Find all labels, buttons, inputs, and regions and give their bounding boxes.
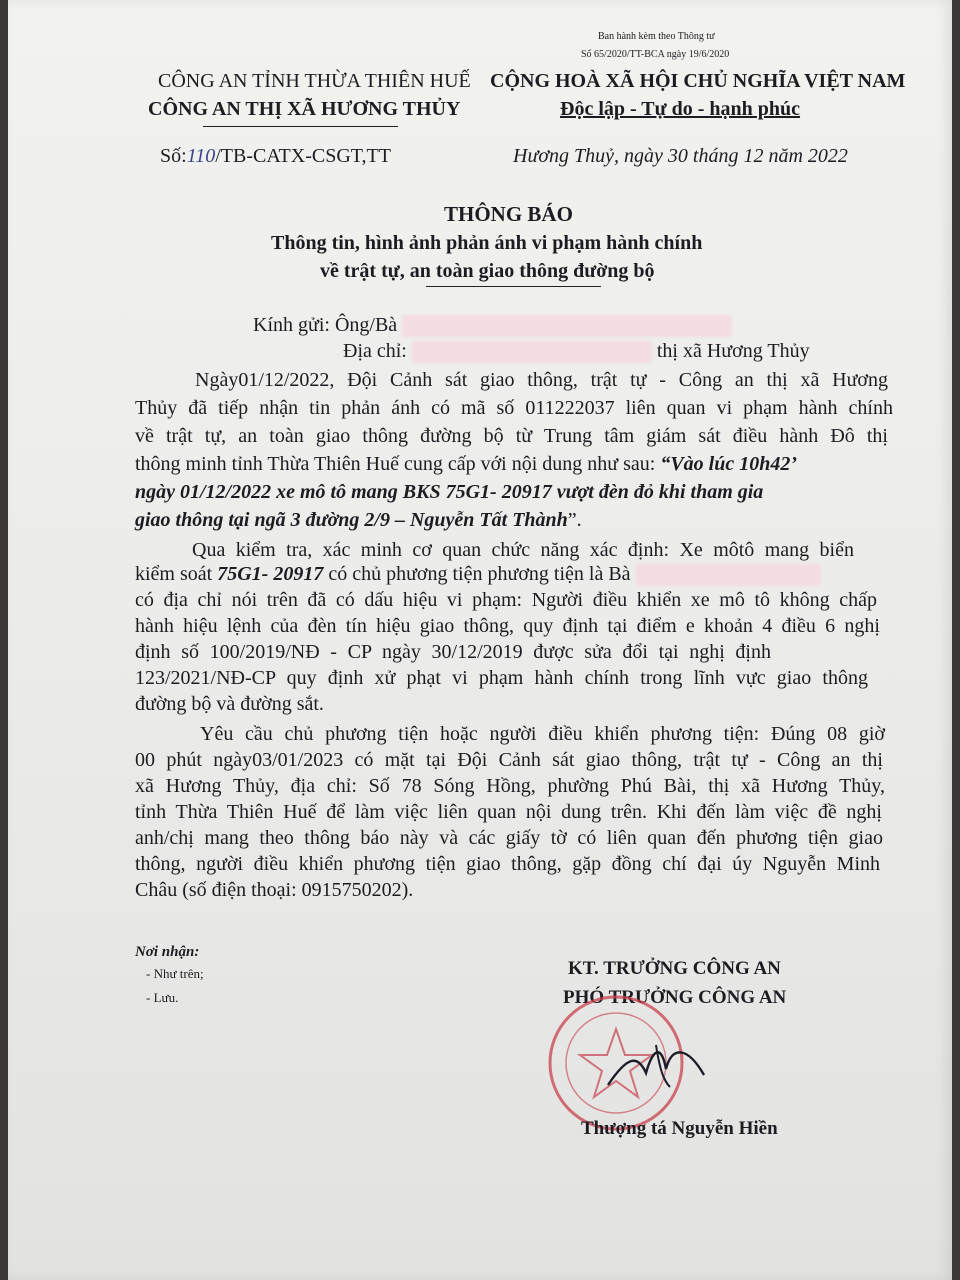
para3-line-5: anh/chị mang theo thông báo này và các giấy tờ có liên quan đến phương tiện giao — [135, 827, 883, 849]
para3-line-1: Yêu cầu chủ phương tiện hoặc người điều khiển phương tiện: Đúng 08 giờ — [200, 723, 885, 745]
recipients-label: Nơi nhận: — [135, 944, 200, 960]
document-title: THÔNG BÁO — [444, 202, 573, 226]
redacted-address — [412, 341, 652, 363]
document-page — [8, 0, 952, 1280]
recipient-line — [253, 313, 732, 337]
redacted-owner — [636, 564, 821, 586]
address-label: Địa chỉ: — [343, 340, 407, 362]
document-subtitle-1: Thông tin, hình ảnh phản ánh vi phạm hành chính — [271, 232, 703, 254]
redacted-name — [402, 315, 732, 337]
recipients-item-2: - Lưu. — [146, 990, 179, 1005]
para1-line-1: Ngày01/12/2022, Đội Cảnh sát giao thông, trật tự - Công an thị xã Hương — [195, 369, 888, 391]
nation-motto: Độc lập - Tự do - hạnh phúc — [560, 98, 801, 120]
form-note-line1: Ban hành kèm theo Thông tư — [598, 31, 715, 42]
recipients-item-1: - Như trên; — [146, 966, 204, 981]
unit-name: CÔNG AN THỊ XÃ HƯƠNG THỦY — [148, 98, 461, 120]
para2-line-3: có địa chỉ nói trên đã có dấu hiệu vi phạm: Người điều khiển xe mô tô không chấp — [135, 589, 877, 611]
para2-line-4: hành hiệu lệnh của đèn tín hiệu giao thông, quy định tại điểm e khoản 4 điều 6 nghị — [135, 615, 880, 637]
para2-line-2: kiểm soát 75G1- 20917 có chủ phương tiện phương tiện là Bà — [135, 562, 821, 586]
para1-line-3: về trật tự, an toàn giao thông đường bộ từ Trung tâm giám sát điều hành Đô thị — [135, 425, 888, 447]
form-note-line2: Số 65/2020/TT-BCA ngày 19/6/2020 — [581, 49, 730, 60]
para3-line-6: thông, người điều khiển phương tiện giao thông, gặp đồng chí đại úy Nguyễn Minh — [135, 853, 880, 875]
para2-line-5: định số 100/2019/NĐ - CP ngày 30/12/2019 được sửa đổi tại nghị định — [135, 641, 771, 663]
document-number-suffix: /TB-CATX-CSGT,TT — [215, 145, 391, 167]
official-seal-icon — [538, 985, 713, 1135]
para3-line-2: 00 phút ngày03/01/2023 có mặt tại Đội Cảnh sát giao thông, trật tự - Công an thị — [135, 749, 883, 771]
para2-line-7: đường bộ và đường sắt. — [135, 693, 324, 715]
para2-line-1: Qua kiểm tra, xác minh cơ quan chức năng xác định: Xe môtô mang biển — [192, 539, 854, 561]
document-number — [160, 145, 391, 168]
document-number-prefix: Số: — [160, 145, 187, 167]
recipient-label: Kính gửi: Ông/Bà — [253, 314, 398, 336]
subtitle-underline — [426, 286, 601, 287]
signer-name: Thượng tá Nguyễn Hiền — [581, 1118, 778, 1139]
para3-line-7: Châu (số điện thoại: 0915750202). — [135, 879, 414, 901]
signature-title-2: PHÓ TRƯỞNG CÔNG AN — [563, 987, 787, 1008]
para1-line-5: ngày 01/12/2022 xe mô tô mang BKS 75G1- 20917 vượt đèn đỏ khi tham gia — [135, 481, 764, 503]
nation-name: CỘNG HOÀ XÃ HỘI CHỦ NGHĨA VIỆT NAM — [490, 70, 906, 92]
para1-line-4: thông minh tỉnh Thừa Thiên Huế cung cấp với nội dung như sau: “Vào lúc 10h42’ — [135, 453, 798, 475]
para3-line-3: xã Hương Thủy, địa chỉ: Số 78 Sóng Hồng, phường Phú Bài, thị xã Hương Thủy, — [135, 775, 885, 797]
unit-underline — [203, 126, 398, 127]
document-subtitle-2: về trật tự, an toàn giao thông đường bộ — [320, 260, 655, 282]
signature-title-1: KT. TRƯỞNG CÔNG AN — [568, 958, 781, 979]
para1-line-6: giao thông tại ngã 3 đường 2/9 – Nguyễn Tất Thành”. — [135, 509, 582, 531]
date-place: Hương Thuỷ, ngày 30 tháng 12 năm 2022 — [513, 145, 848, 167]
document-number-value: 110 — [186, 145, 216, 167]
agency-name: CÔNG AN TỈNH THỪA THIÊN HUẾ — [158, 70, 471, 92]
para1-line-2: Thủy đã tiếp nhận tin phản ánh có mã số 011222037 liên quan vi phạm hành chính — [135, 397, 893, 419]
para2-line-6: 123/2021/NĐ-CP quy định xử phạt vi phạm hành chính trong lĩnh vực giao thông — [135, 667, 868, 689]
address-tail: thị xã Hương Thủy — [656, 340, 810, 362]
address-line — [343, 339, 810, 363]
para3-line-4: tỉnh Thừa Thiên Huế để làm việc liên quan nội dung trên. Khi đến làm việc đề nghị — [135, 801, 882, 823]
